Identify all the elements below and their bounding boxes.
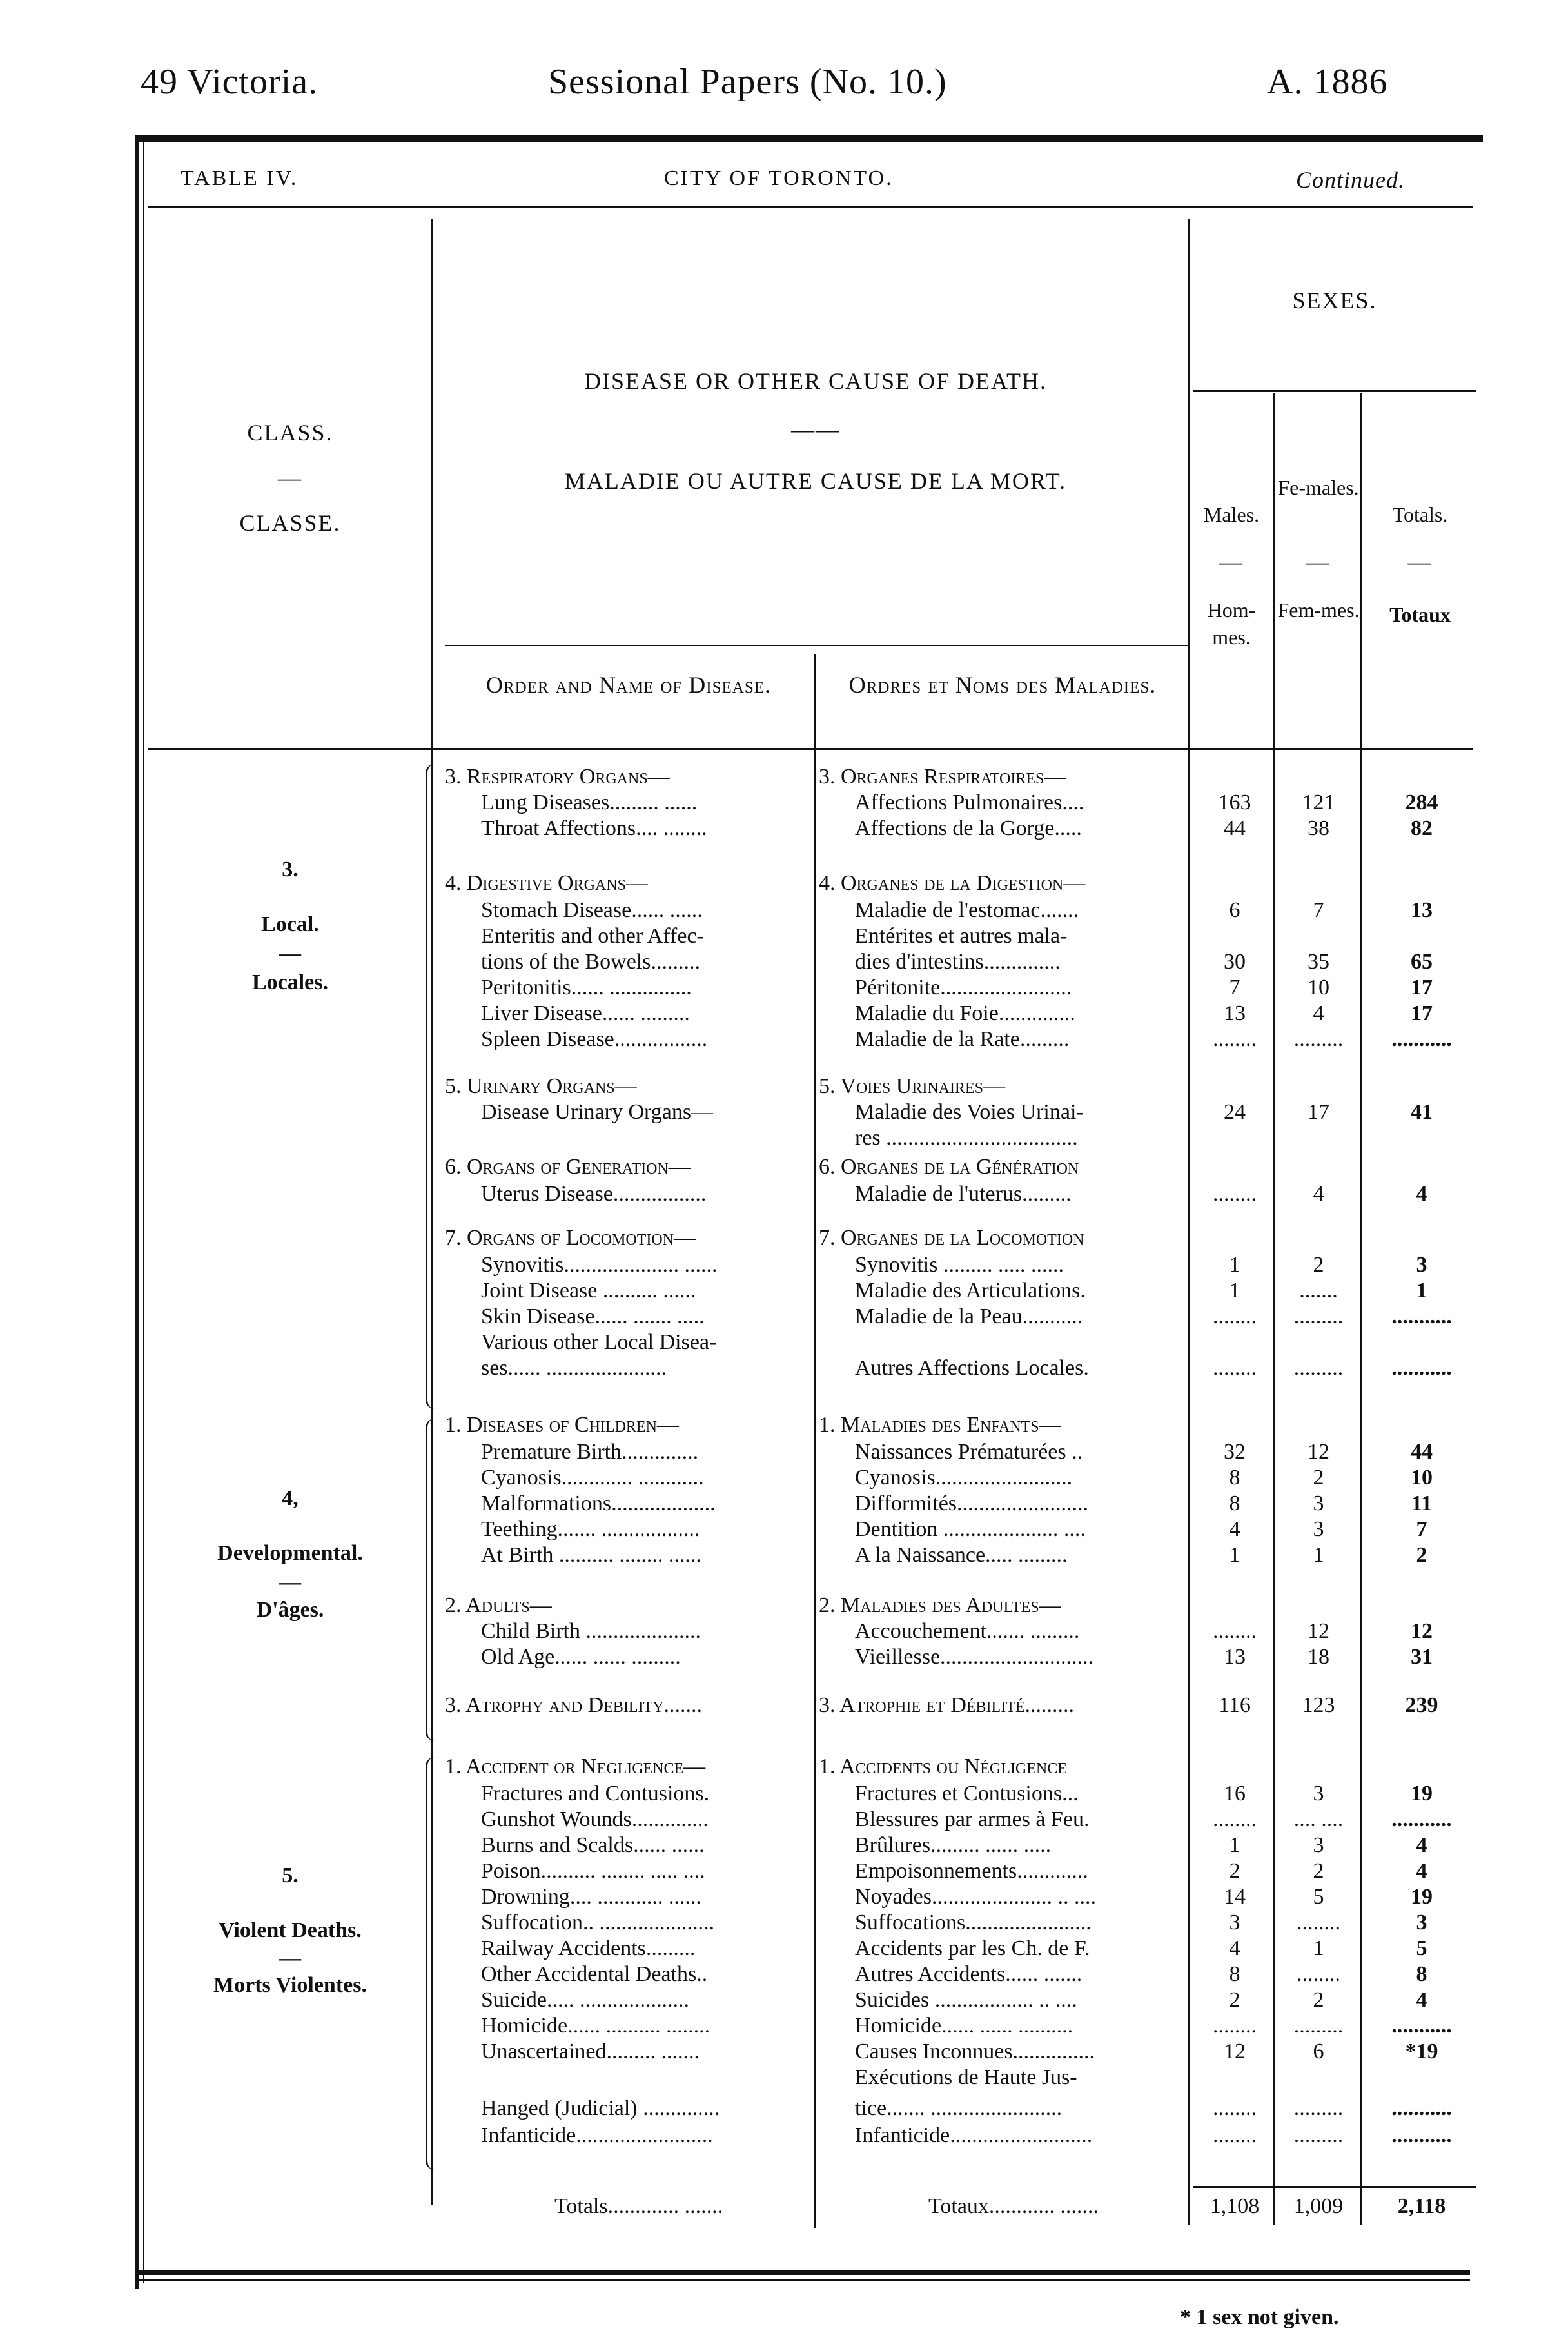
- row-totals: 1: [1416, 1279, 1427, 1303]
- class-4-name-en: Developmental.: [217, 1541, 363, 1565]
- row-totals: 19: [1411, 1782, 1433, 1806]
- sexes-rule: [1193, 390, 1476, 392]
- row-disease-en: Stomach Disease...... ......: [481, 898, 703, 922]
- row-disease-en: 3. Atrophy and Debility.......: [445, 1693, 703, 1717]
- row-males: 24: [1224, 1100, 1246, 1124]
- order-heading-rule: [445, 645, 1188, 646]
- row-males: 8: [1229, 1466, 1240, 1490]
- class-5-name-fr: Morts Violentes.: [213, 1973, 367, 1997]
- class-5-sep: —: [279, 1946, 301, 1970]
- row-females: 1: [1313, 1543, 1324, 1567]
- row-totals: 12: [1411, 1619, 1433, 1643]
- row-disease-fr: 7. Organes de la Locomotion: [819, 1226, 1084, 1250]
- row-males: 1: [1229, 1833, 1240, 1857]
- row-totals: 65: [1411, 950, 1433, 974]
- row-disease-en: At Birth .......... ........ ......: [481, 1543, 701, 1567]
- row-totals: 2: [1416, 1543, 1427, 1567]
- row-disease-en: Infanticide.........................: [481, 2123, 713, 2147]
- divider-females-totals: [1360, 393, 1362, 2225]
- bottom-thin-rule: [135, 2279, 1470, 2281]
- disease-heading-fr: MALADIE OU AUTRE CAUSE DE LA MORT.: [564, 468, 1067, 494]
- running-header-right: A. 1886: [1267, 62, 1388, 102]
- row-disease-fr: Accidents par les Ch. de F.: [855, 1936, 1090, 1960]
- class-3-number: 3.: [282, 858, 299, 881]
- row-males: 4: [1229, 1517, 1240, 1541]
- row-totals: 7: [1416, 1517, 1427, 1541]
- row-disease-en: Homicide...... .......... ........: [481, 2014, 710, 2038]
- row-males: 44: [1224, 816, 1246, 840]
- row-totals: 3: [1416, 1253, 1427, 1277]
- row-totals: 284: [1405, 791, 1438, 814]
- brace-violent: [426, 1757, 436, 2170]
- row-females: .........: [1293, 1356, 1344, 1380]
- totals-heading-en: Totals.: [1392, 503, 1448, 526]
- row-disease-en: Poison.......... ........ ..... ....: [481, 1859, 705, 1883]
- row-females: 10: [1308, 976, 1329, 999]
- class-4-name-fr: D'âges.: [256, 1598, 324, 1622]
- row-disease-en: 1. Diseases of Children—: [445, 1413, 679, 1437]
- totals-label-fr: Totaux............ .......: [928, 2194, 1099, 2218]
- row-males: 2: [1229, 1988, 1240, 2012]
- row-disease-fr: Maladie de l'uterus.........: [855, 1182, 1072, 1206]
- disease-heading-sep: ——: [791, 417, 840, 442]
- row-females: 2: [1313, 1988, 1324, 2012]
- row-females: 2: [1313, 1859, 1324, 1883]
- totals-grand: 2,118: [1397, 2194, 1446, 2218]
- row-disease-fr: Empoisonnements.............: [855, 1859, 1088, 1883]
- row-females: 1: [1313, 1936, 1324, 1960]
- row-disease-fr: 3. Organes Respiratoires—: [819, 765, 1066, 789]
- row-disease-fr: Maladie de la Peau...........: [855, 1304, 1083, 1328]
- row-disease-fr: Entérites et autres mala-: [855, 924, 1068, 948]
- header-bottom-rule: [148, 748, 1473, 750]
- bottom-thick-rule: [135, 2270, 1470, 2275]
- row-disease-en: 6. Organs of Generation—: [445, 1155, 691, 1179]
- row-disease-fr: A la Naissance..... .........: [855, 1543, 1068, 1567]
- row-males: 1: [1229, 1253, 1240, 1277]
- totals-males: 1,108: [1210, 2194, 1260, 2218]
- row-females: .........: [1293, 2123, 1344, 2147]
- running-header-center: Sessional Papers (No. 10.): [548, 62, 947, 102]
- row-disease-fr: Accouchement....... .........: [855, 1619, 1080, 1643]
- row-females: 18: [1308, 1645, 1329, 1669]
- order-heading-fr: Ordres et Noms des Maladies.: [848, 672, 1157, 698]
- row-totals: 41: [1411, 1100, 1433, 1124]
- totals-dash: —: [1407, 549, 1433, 575]
- row-totals: ...........: [1391, 2123, 1452, 2147]
- row-totals: ...........: [1391, 1027, 1452, 1051]
- row-females: .......: [1299, 1279, 1338, 1303]
- row-disease-fr: Autres Affections Locales.: [855, 1356, 1089, 1380]
- class-3-name-en: Local.: [261, 912, 319, 936]
- row-disease-fr: Blessures par armes à Feu.: [855, 1807, 1090, 1831]
- row-disease-fr: Affections de la Gorge.....: [855, 816, 1082, 840]
- row-disease-fr: Causes Inconnues...............: [855, 2040, 1095, 2063]
- row-males: 14: [1224, 1885, 1246, 1909]
- top-thick-rule: [135, 135, 1483, 142]
- totals-label-en: Totals............. .......: [554, 2194, 723, 2218]
- row-totals: 13: [1411, 898, 1433, 922]
- row-females: 38: [1308, 816, 1329, 840]
- row-disease-fr: Affections Pulmonaires....: [855, 791, 1084, 814]
- row-disease-en: Drowning.... ............ ......: [481, 1885, 701, 1909]
- row-males: 16: [1224, 1782, 1246, 1806]
- row-totals: 4: [1416, 1859, 1427, 1883]
- row-males: 1: [1229, 1543, 1240, 1567]
- row-disease-en: 2. Adults—: [445, 1593, 552, 1617]
- row-disease-fr: 6. Organes de la Génération: [819, 1155, 1079, 1179]
- disease-heading-en: DISEASE OR OTHER CAUSE OF DEATH.: [583, 368, 1048, 394]
- row-males: 1: [1229, 1279, 1240, 1303]
- row-males: ........: [1213, 1304, 1257, 1328]
- row-disease-fr: 5. Voies Urinaires—: [819, 1074, 1005, 1098]
- row-females: 35: [1308, 950, 1329, 974]
- class-3-sep: —: [279, 941, 301, 965]
- row-totals: ...........: [1391, 1356, 1452, 1380]
- row-males: ........: [1213, 1619, 1257, 1643]
- row-totals: 11: [1411, 1491, 1433, 1515]
- continued-label: Continued.: [1296, 167, 1405, 193]
- row-totals: ...........: [1391, 2096, 1452, 2120]
- row-disease-en: Unascertained......... .......: [481, 2040, 700, 2063]
- row-disease-en: Teething....... ..................: [481, 1517, 700, 1541]
- row-females: ........: [1297, 1962, 1340, 1986]
- row-totals: 10: [1411, 1466, 1433, 1490]
- row-females: 7: [1313, 898, 1324, 922]
- row-totals: 82: [1411, 816, 1433, 840]
- row-disease-en: Synovitis..................... ......: [481, 1253, 718, 1277]
- left-frame-rule-inner: [143, 142, 144, 2283]
- totals-heading-fr: Totaux: [1389, 603, 1451, 626]
- row-females: 2: [1313, 1253, 1324, 1277]
- row-disease-en: Cyanosis............. ............: [481, 1466, 704, 1490]
- row-disease-fr: Infanticide..........................: [855, 2123, 1093, 2147]
- row-disease-fr: res ...................................: [855, 1126, 1078, 1150]
- row-disease-en: Gunshot Wounds..............: [481, 1807, 709, 1831]
- row-disease-fr: Exécutions de Haute Jus-: [855, 2065, 1077, 2089]
- row-females: .........: [1293, 2096, 1344, 2120]
- row-disease-en: Suffocation.. .....................: [481, 1911, 715, 1934]
- row-males: ........: [1213, 1182, 1257, 1206]
- row-disease-en: Peritonitis...... ...............: [481, 976, 692, 999]
- row-males: 13: [1224, 1645, 1246, 1669]
- row-females: .... ....: [1293, 1807, 1344, 1831]
- row-disease-en: 5. Urinary Organs—: [445, 1074, 637, 1098]
- class-5-name-en: Violent Deaths.: [219, 1918, 362, 1942]
- brace-developmental: [426, 1419, 436, 1741]
- row-disease-fr: Suffocations.......................: [855, 1911, 1092, 1934]
- row-totals: 5: [1416, 1936, 1427, 1960]
- row-disease-en: Child Birth .....................: [481, 1619, 701, 1643]
- class-4-sep: —: [279, 1570, 301, 1594]
- row-totals: 19: [1411, 1885, 1433, 1909]
- row-disease-en: Enteritis and other Affec-: [481, 924, 704, 948]
- row-disease-en: Suicide..... ....................: [481, 1988, 689, 2012]
- row-females: 3: [1313, 1782, 1324, 1806]
- row-females: 12: [1308, 1440, 1329, 1464]
- row-females: 3: [1313, 1491, 1324, 1515]
- row-disease-en: Railway Accidents.........: [481, 1936, 696, 1960]
- row-females: 3: [1313, 1833, 1324, 1857]
- row-disease-fr: Homicide...... ...... ..........: [855, 2014, 1073, 2038]
- class-4-number: 4,: [282, 1486, 299, 1510]
- row-disease-en: 7. Organs of Locomotion—: [445, 1226, 696, 1250]
- row-disease-en: Throat Affections.... ........: [481, 816, 707, 840]
- row-disease-fr: Vieillesse............................: [855, 1645, 1094, 1669]
- row-totals: ...........: [1391, 2014, 1452, 2038]
- row-disease-fr: 1. Accidents ou Négligence: [819, 1755, 1067, 1778]
- row-disease-fr: Suicides .................. .. ....: [855, 1988, 1077, 2012]
- row-disease-fr: 2. Maladies des Adultes—: [819, 1593, 1061, 1617]
- row-disease-en: Uterus Disease.................: [481, 1182, 707, 1206]
- row-disease-en: Burns and Scalds...... ......: [481, 1833, 705, 1857]
- row-disease-fr: Autres Accidents...... .......: [855, 1962, 1083, 1986]
- row-females: 4: [1313, 1001, 1324, 1025]
- row-females: 2: [1313, 1466, 1324, 1490]
- row-males: 8: [1229, 1962, 1240, 1986]
- row-totals: ...........: [1391, 1807, 1452, 1831]
- females-heading-en: Fe-males.: [1278, 476, 1359, 499]
- males-heading-en: Males.: [1203, 503, 1260, 526]
- table-city: CITY OF TORONTO.: [664, 166, 894, 190]
- row-disease-en: Other Accidental Deaths..: [481, 1962, 708, 1986]
- row-disease-en: 3. Respiratory Organs—: [445, 765, 670, 789]
- row-disease-fr: 1. Maladies des Enfants—: [819, 1413, 1061, 1437]
- footnote: * 1 sex not given.: [1180, 2305, 1339, 2329]
- row-disease-fr: Péritonite........................: [855, 976, 1072, 999]
- row-disease-en: Disease Urinary Organs—: [481, 1100, 714, 1124]
- row-males: 30: [1224, 950, 1246, 974]
- row-disease-en: Fractures and Contusions.: [481, 1782, 710, 1806]
- table-number: TABLE IV.: [181, 166, 299, 190]
- brace-local: [426, 764, 436, 1409]
- row-totals: 44: [1411, 1440, 1433, 1464]
- females-dash: —: [1306, 549, 1331, 575]
- row-disease-fr: 3. Atrophie et Débilité.........: [819, 1693, 1075, 1717]
- row-males: 13: [1224, 1001, 1246, 1025]
- row-disease-fr: Dentition ..................... ....: [855, 1517, 1086, 1541]
- row-females: 121: [1302, 791, 1335, 814]
- row-disease-en: tions of the Bowels.........: [481, 950, 700, 974]
- sexes-heading: SEXES.: [1292, 288, 1377, 313]
- row-females: 6: [1313, 2040, 1324, 2063]
- divider-en-fr: [814, 654, 816, 2228]
- row-disease-en: Hanged (Judicial) ..............: [481, 2096, 720, 2120]
- row-males: 32: [1224, 1440, 1246, 1464]
- row-totals: 31: [1411, 1645, 1433, 1669]
- left-frame-rule: [135, 135, 139, 2289]
- row-females: .........: [1293, 2014, 1344, 2038]
- row-males: 4: [1229, 1936, 1240, 1960]
- row-disease-fr: Maladie du Foie..............: [855, 1001, 1075, 1025]
- totals-rule: [1193, 2186, 1476, 2188]
- row-totals: 17: [1411, 976, 1433, 999]
- males-dash: —: [1219, 549, 1244, 575]
- row-females: 4: [1313, 1182, 1324, 1206]
- row-totals: 4: [1416, 1833, 1427, 1857]
- row-females: 12: [1308, 1619, 1329, 1643]
- row-disease-en: 4. Digestive Organs—: [445, 871, 648, 895]
- row-males: 163: [1218, 791, 1251, 814]
- row-disease-en: Various other Local Disea-: [481, 1330, 717, 1354]
- row-disease-fr: Synovitis ......... ..... ......: [855, 1253, 1064, 1277]
- row-disease-fr: Noyades...................... .. ....: [855, 1885, 1096, 1909]
- divider-males-females: [1273, 393, 1275, 2225]
- row-disease-fr: Maladie de la Rate.........: [855, 1027, 1070, 1051]
- row-females: .........: [1293, 1304, 1344, 1328]
- row-disease-en: Premature Birth..............: [481, 1440, 699, 1464]
- row-females: 123: [1302, 1693, 1335, 1717]
- class-heading-sep: —: [278, 465, 302, 491]
- row-totals: 4: [1416, 1182, 1427, 1206]
- row-females: 17: [1308, 1100, 1329, 1124]
- row-males: 2: [1229, 1859, 1240, 1883]
- row-disease-fr: Fractures et Contusions...: [855, 1782, 1079, 1806]
- row-totals: *19: [1405, 2040, 1438, 2063]
- females-heading-fr: Fem-mes.: [1277, 598, 1360, 622]
- row-males: ........: [1213, 2123, 1257, 2147]
- row-disease-en: Lung Diseases......... ......: [481, 791, 698, 814]
- row-disease-fr: dies d'intestins..............: [855, 950, 1061, 974]
- row-disease-fr: tice....... ........................: [855, 2096, 1063, 2120]
- row-females: 5: [1313, 1885, 1324, 1909]
- class-5-number: 5.: [282, 1864, 299, 1887]
- row-totals: ...........: [1391, 1304, 1452, 1328]
- row-disease-en: Old Age...... ...... .........: [481, 1645, 681, 1669]
- row-males: 7: [1229, 976, 1240, 999]
- class-heading-fr: CLASSE.: [239, 510, 341, 536]
- totals-females: 1,009: [1293, 2194, 1344, 2218]
- row-males: ........: [1213, 1807, 1257, 1831]
- row-disease-en: 1. Accident or Negligence—: [445, 1755, 706, 1778]
- row-disease-fr: Naissances Prématurées ..: [855, 1440, 1083, 1464]
- row-males: ........: [1213, 2014, 1257, 2038]
- row-totals: 239: [1405, 1693, 1438, 1717]
- row-disease-en: Malformations...................: [481, 1491, 716, 1515]
- row-disease-en: Skin Disease...... ....... .....: [481, 1304, 705, 1328]
- row-disease-fr: Difformités........................: [855, 1491, 1089, 1515]
- row-males: 6: [1229, 898, 1240, 922]
- row-disease-en: Joint Disease .......... ......: [481, 1279, 696, 1303]
- row-males: ........: [1213, 1027, 1257, 1051]
- row-females: 3: [1313, 1517, 1324, 1541]
- row-totals: 4: [1416, 1988, 1427, 2012]
- row-disease-fr: Cyanosis.........................: [855, 1466, 1073, 1490]
- class-heading-en: CLASS.: [247, 420, 333, 446]
- row-males: 12: [1224, 2040, 1246, 2063]
- running-header-left: 49 Victoria.: [141, 62, 318, 102]
- row-males: ........: [1213, 1356, 1257, 1380]
- row-disease-fr: Brûlures......... ...... .....: [855, 1833, 1052, 1857]
- row-males: 116: [1219, 1693, 1251, 1717]
- caption-rule: [148, 206, 1473, 208]
- row-females: .........: [1293, 1027, 1344, 1051]
- row-totals: 8: [1416, 1962, 1427, 1986]
- row-males: 8: [1229, 1491, 1240, 1515]
- row-females: ........: [1297, 1911, 1340, 1934]
- row-totals: 17: [1411, 1001, 1433, 1025]
- class-3-name-fr: Locales.: [251, 970, 329, 994]
- row-disease-fr: Maladie des Articulations.: [855, 1279, 1086, 1303]
- row-disease-fr: 4. Organes de la Digestion—: [819, 871, 1086, 895]
- row-totals: 3: [1416, 1911, 1427, 1934]
- males-heading-fr: Hom-mes.: [1207, 598, 1256, 649]
- row-disease-en: ses...... ......................: [481, 1356, 667, 1380]
- row-disease-en: Liver Disease...... .........: [481, 1001, 690, 1025]
- row-males: 3: [1229, 1911, 1240, 1934]
- row-disease-fr: Maladie de l'estomac.......: [855, 898, 1079, 922]
- row-disease-en: Spleen Disease.................: [481, 1027, 708, 1051]
- order-heading-en: Order and Name of Disease.: [485, 672, 772, 698]
- row-disease-fr: Maladie des Voies Urinai-: [855, 1100, 1084, 1124]
- row-males: ........: [1213, 2096, 1257, 2120]
